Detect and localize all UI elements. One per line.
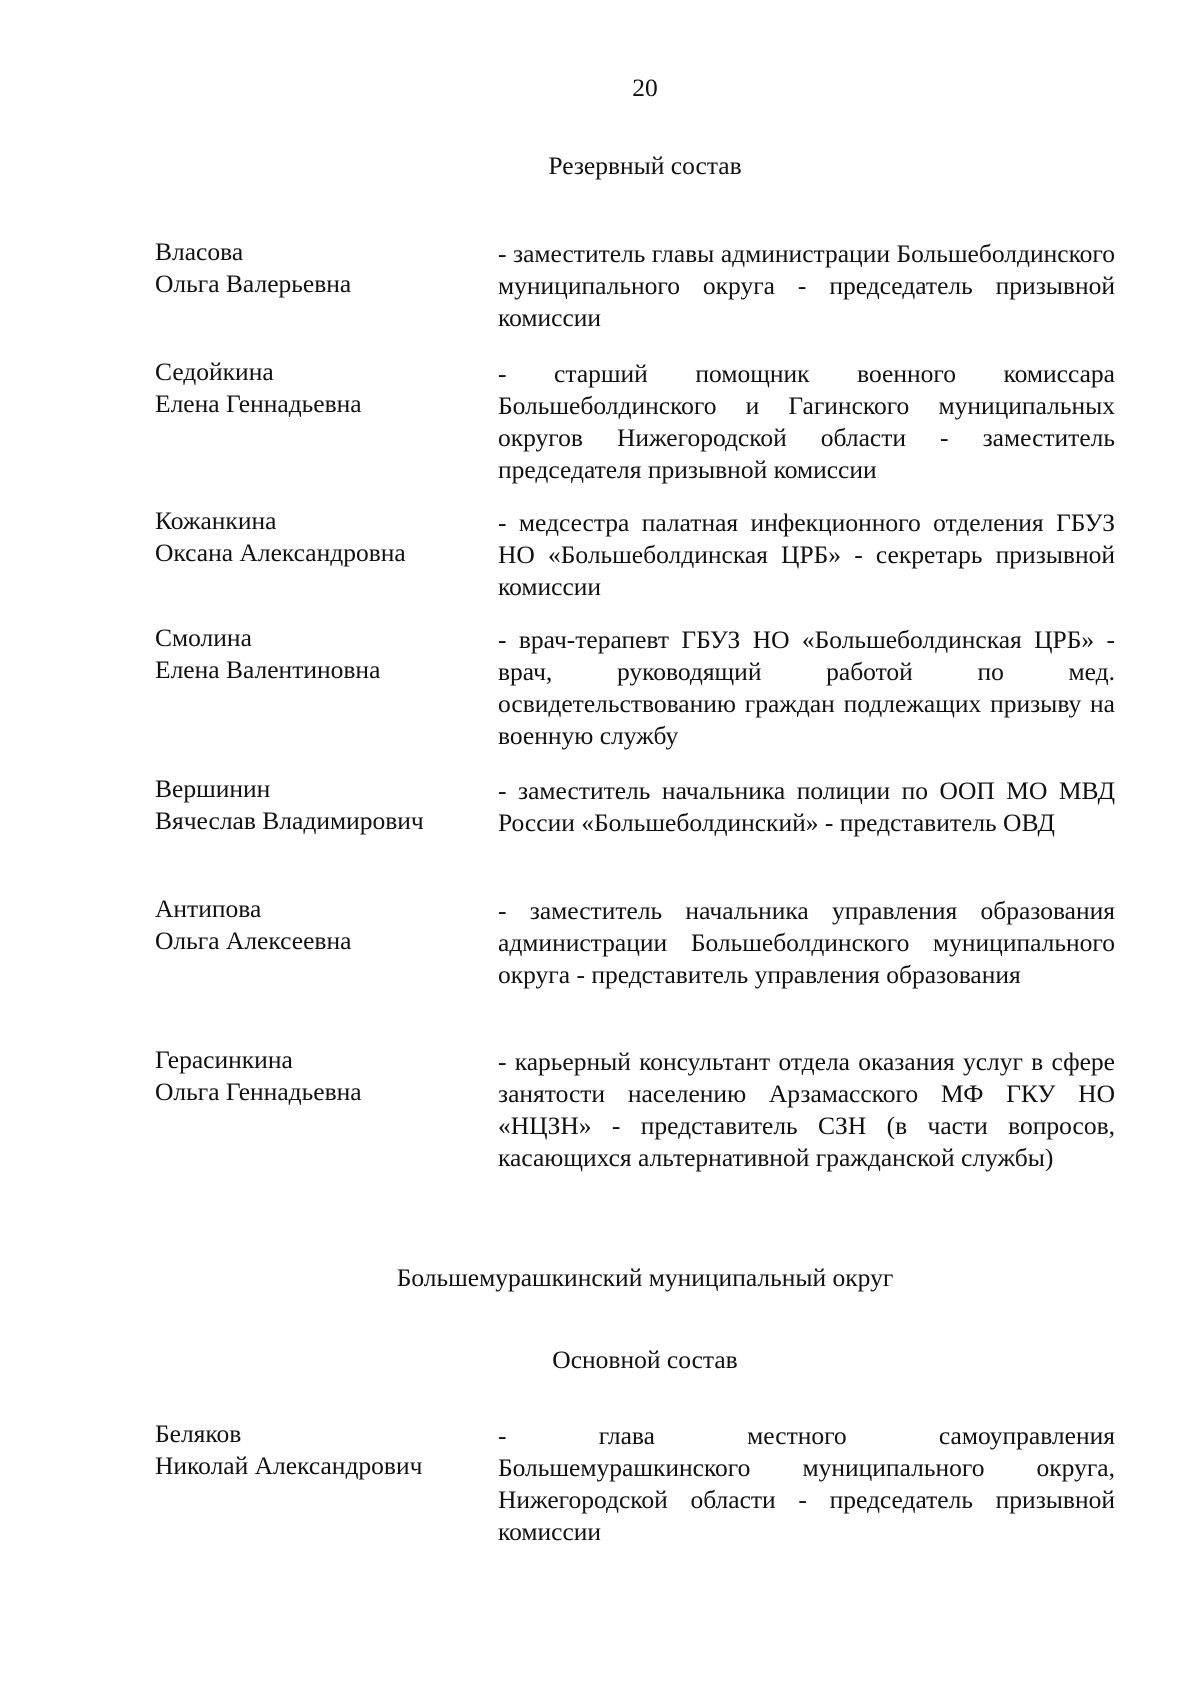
member-name [155, 236, 475, 300]
member-name [155, 505, 475, 569]
member-name [155, 356, 475, 420]
member-given-name: Оксана Александровна [155, 538, 406, 567]
member-given-name: Ольга Алексеевна [155, 926, 352, 955]
member-surname: Власова [155, 237, 244, 266]
member-name [155, 1044, 475, 1108]
member-name [155, 622, 475, 686]
heading-main: Основной состав [552, 1345, 738, 1374]
member-surname: Кожанкина [155, 506, 277, 535]
member-role: - старший помощник военного комиссара Большеболдинского и Гагинского муниципальных округов Нижегородской области - заместитель председателя призывной комиссии [498, 359, 1115, 484]
member-role: - глава местного самоуправления Большемурашкинского муниципального округа, Нижегородской области - председатель призывной комиссии [498, 1421, 1115, 1546]
member-name [155, 893, 475, 957]
member-name [155, 1418, 475, 1482]
member-given-name: Елена Валентиновна [155, 655, 381, 684]
member-given-name: Ольга Валерьевна [155, 269, 352, 298]
member-role: - заместитель начальника полиции по ООП МО МВД России «Большеболдинский» - представитель ОВД [498, 776, 1115, 837]
member-role: - врач-терапевт ГБУЗ НО «Большеболдинская ЦРБ» - врач, руководящий работой по мед. освидетельствованию граждан подлежащих призыву на военную службу [498, 625, 1115, 750]
member-surname: Вершинин [155, 774, 271, 803]
member-given-name: Вячеслав Владимирович [155, 806, 424, 835]
member-given-name: Николай Александрович [155, 1451, 423, 1480]
member-surname: Седойкина [155, 357, 274, 386]
member-role: - медсестра палатная инфекционного отделения ГБУЗ НО «Большеболдинская ЦРБ» - секретарь призывной комиссии [498, 508, 1115, 601]
member-name [155, 773, 475, 837]
page-number: 20 [632, 73, 658, 102]
heading-reserve: Резервный состав [548, 151, 742, 180]
member-surname: Смолина [155, 623, 252, 652]
member-surname: Антипова [155, 894, 262, 923]
member-role: - карьерный консультант отдела оказания услуг в сфере занятости населению Арзамасского МФ ГКУ НО «НЦЗН» - представитель СЗН (в части вопросов, касающихся альтернативной гражданской службы) [498, 1047, 1115, 1172]
member-role: - заместитель главы администрации Большеболдинского муниципального округа - председатель призывной комиссии [498, 239, 1115, 332]
district-title: Большемурашкинский муниципальный округ [396, 1263, 894, 1292]
member-given-name: Елена Геннадьевна [155, 389, 362, 418]
member-surname: Беляков [155, 1419, 242, 1448]
member-given-name: Ольга Геннадьевна [155, 1077, 362, 1106]
member-role: - заместитель начальника управления образования администрации Большеболдинского муниципального округа - представитель управления образования [498, 896, 1115, 989]
member-surname: Герасинкина [155, 1045, 293, 1074]
